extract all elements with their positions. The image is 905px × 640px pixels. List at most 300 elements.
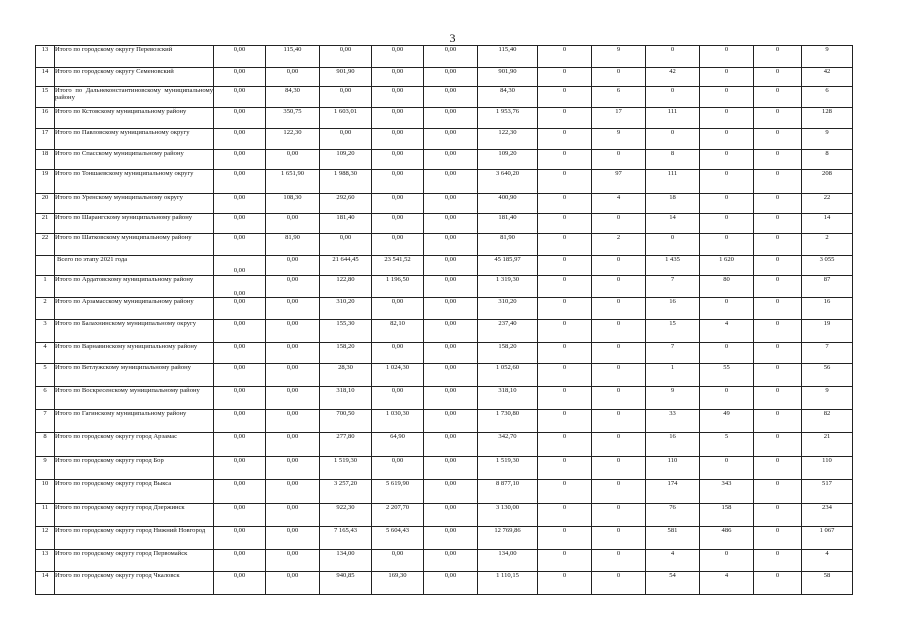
cell-value: 54 — [646, 572, 700, 595]
cell-value: 109,20 — [478, 150, 538, 170]
cell-value: 0,00 — [266, 256, 320, 276]
cell-value: 0,00 — [266, 504, 320, 527]
cell-value: 122,80 — [320, 276, 372, 298]
cell-value: 122,30 — [478, 129, 538, 150]
cell-value: 0,00 — [372, 234, 424, 256]
cell-value: 3 055 — [802, 256, 853, 276]
cell-value: 12 769,86 — [478, 527, 538, 550]
cell-value: 343 — [700, 480, 754, 504]
cell-value: 0 — [754, 550, 802, 572]
row-number: 1 — [36, 276, 55, 298]
cell-value: 8 877,10 — [478, 480, 538, 504]
cell-value: 0,00 — [424, 527, 478, 550]
cell-value: 0,00 — [266, 298, 320, 320]
cell-value: 0,00 — [266, 480, 320, 504]
cell-value: 9 — [802, 46, 853, 68]
cell-value: 0,00 — [372, 550, 424, 572]
row-number: 14 — [36, 572, 55, 595]
cell-value: 9 — [802, 129, 853, 150]
cell-value: 2 207,70 — [372, 504, 424, 527]
row-name: Итого по Ардатовскому муниципальному району — [55, 276, 214, 298]
cell-value: 3 640,20 — [478, 170, 538, 194]
cell-value: 940,85 — [320, 572, 372, 595]
table-row — [36, 343, 853, 364]
row-name: Итого по городскому округу Семеновский — [55, 68, 214, 87]
cell-value: 0 — [538, 87, 592, 108]
cell-value: 0 — [538, 214, 592, 234]
cell-value: 0 — [754, 87, 802, 108]
cell-value: 87 — [802, 276, 853, 298]
cell-value: 0 — [538, 298, 592, 320]
cell-value: 0,00 — [266, 68, 320, 87]
cell-value: 0 — [538, 387, 592, 410]
cell-value: 0,00 — [266, 410, 320, 433]
cell-value: 901,90 — [478, 68, 538, 87]
cell-value: 0,00 — [320, 46, 372, 68]
cell-value: 1 319,30 — [478, 276, 538, 298]
row-number: 9 — [36, 457, 55, 480]
cell-value: 0,00 — [214, 108, 266, 129]
cell-value: 0 — [646, 87, 700, 108]
cell-value: 0,00 — [424, 433, 478, 457]
cell-value: 310,20 — [320, 298, 372, 320]
cell-value: 55 — [700, 364, 754, 387]
table-row — [36, 410, 853, 433]
cell-value: 0 — [700, 234, 754, 256]
row-name: Итого по Воскресенскому муниципальному району — [55, 387, 214, 410]
row-name: Итого по Шарангскому муниципальному району — [55, 214, 214, 234]
cell-value: 0 — [592, 457, 646, 480]
cell-value: 0,00 — [320, 234, 372, 256]
cell-value: 109,20 — [320, 150, 372, 170]
cell-value: 0 — [700, 108, 754, 129]
table-row — [36, 320, 853, 343]
cell-value: 1 024,30 — [372, 364, 424, 387]
row-number: 8 — [36, 433, 55, 457]
cell-value: 15 — [646, 320, 700, 343]
cell-value: 0 — [592, 256, 646, 276]
cell-value: 0,00 — [214, 387, 266, 410]
cell-value: 64,90 — [372, 433, 424, 457]
cell-value: 0,00 — [266, 276, 320, 298]
row-name: Итого по Тоншаевскому муниципальному округу — [55, 170, 214, 194]
cell-value: 0,00 — [214, 410, 266, 433]
cell-value: 0,00 — [372, 108, 424, 129]
cell-value: 155,30 — [320, 320, 372, 343]
table-row — [36, 194, 853, 214]
cell-value: 0 — [754, 410, 802, 433]
row-number: 18 — [36, 150, 55, 170]
row-name: Итого по городскому округу город Дзержинск — [55, 504, 214, 527]
cell-value: 0 — [538, 343, 592, 364]
row-number: 20 — [36, 194, 55, 214]
cell-value: 110 — [802, 457, 853, 480]
cell-value: 0,00 — [320, 87, 372, 108]
cell-value: 0 — [700, 550, 754, 572]
cell-value: 0 — [592, 527, 646, 550]
cell-value: 42 — [646, 68, 700, 87]
page-number: 3 — [449, 31, 456, 45]
cell-value: 0,00 — [424, 276, 478, 298]
cell-value: 1 110,15 — [478, 572, 538, 595]
cell-value: 318,10 — [320, 387, 372, 410]
row-name: Итого по Шатковскому муниципальному району — [55, 234, 214, 256]
cell-value: 0,00 — [214, 364, 266, 387]
cell-value: 0 — [592, 480, 646, 504]
cell-value: 0 — [538, 194, 592, 214]
cell-value: 1 067 — [802, 527, 853, 550]
cell-value: 0 — [754, 276, 802, 298]
cell-value: 922,30 — [320, 504, 372, 527]
cell-value: 0 — [538, 504, 592, 527]
table-row — [36, 387, 853, 410]
cell-value: 181,40 — [320, 214, 372, 234]
table-row — [36, 364, 853, 387]
cell-value: 33 — [646, 410, 700, 433]
cell-value: 19 — [802, 320, 853, 343]
cell-value: 49 — [700, 410, 754, 433]
row-name: Итого по Ветлужскому муниципальному району — [55, 364, 214, 387]
table-body — [36, 46, 853, 595]
cell-value: 4 — [592, 194, 646, 214]
cell-value: 23 541,52 — [372, 256, 424, 276]
cell-value: 0 — [700, 129, 754, 150]
table-row — [36, 433, 853, 457]
table-row — [36, 150, 853, 170]
row-name: Всего по этапу 2021 года — [55, 256, 214, 276]
cell-value: 0,00 — [266, 572, 320, 595]
row-name: Итого по городскому округу город Бор — [55, 457, 214, 480]
cell-value: 0 — [754, 170, 802, 194]
cell-value: 0 — [646, 46, 700, 68]
cell-value: 0 — [700, 87, 754, 108]
table-row — [36, 170, 853, 194]
cell-value: 0,00 — [424, 170, 478, 194]
row-name: Итого по Уренскому муниципальному округу — [55, 194, 214, 214]
cell-value: 7 — [646, 343, 700, 364]
row-number: 19 — [36, 170, 55, 194]
cell-value: 310,20 — [478, 298, 538, 320]
cell-value: 134,00 — [478, 550, 538, 572]
cell-value: 0 — [754, 320, 802, 343]
cell-value: 0 — [754, 480, 802, 504]
table-row — [36, 457, 853, 480]
row-name: Итого по Кстовскому муниципальному району — [55, 108, 214, 129]
cell-value: 0 — [754, 343, 802, 364]
cell-value: 277,80 — [320, 433, 372, 457]
cell-value: 128 — [802, 108, 853, 129]
table-row — [36, 550, 853, 572]
row-name: Итого по Балахнинскому муниципальному округу — [55, 320, 214, 343]
row-name: Итого по Дальнеконстантиновскому муниципальному району — [55, 87, 214, 108]
row-number: 4 — [36, 343, 55, 364]
cell-value: 4 — [700, 572, 754, 595]
cell-value: 0,00 — [424, 129, 478, 150]
table-row — [36, 572, 853, 595]
cell-value: 16 — [646, 433, 700, 457]
cell-value: 1 730,80 — [478, 410, 538, 433]
cell-value: 0,00 — [214, 150, 266, 170]
cell-value: 0 — [538, 410, 592, 433]
cell-value: 292,60 — [320, 194, 372, 214]
cell-value: 0,00 — [214, 298, 266, 320]
data-table — [35, 45, 853, 595]
cell-value: 0 — [538, 129, 592, 150]
cell-value: 0 — [592, 550, 646, 572]
row-number: 2 — [36, 298, 55, 320]
cell-value: 0 — [538, 480, 592, 504]
cell-value: 0 — [538, 170, 592, 194]
cell-value: 0,00 — [424, 234, 478, 256]
cell-value: 21 644,45 — [320, 256, 372, 276]
cell-value: 56 — [802, 364, 853, 387]
row-number: 11 — [36, 504, 55, 527]
cell-value: 0,00 — [266, 364, 320, 387]
cell-value: 0,00 — [214, 129, 266, 150]
cell-value: 0 — [538, 550, 592, 572]
cell-value: 0 — [592, 320, 646, 343]
cell-value: 5 619,90 — [372, 480, 424, 504]
cell-value: 6 — [592, 87, 646, 108]
cell-value: 0,00 — [214, 550, 266, 572]
cell-value: 0 — [700, 194, 754, 214]
cell-value: 1 953,76 — [478, 108, 538, 129]
table-row — [36, 276, 853, 298]
row-name: Итого по Арзамасскому муниципальному району — [55, 298, 214, 320]
cell-value: 0,00 — [214, 527, 266, 550]
cell-value: 3 130,00 — [478, 504, 538, 527]
cell-value: 0,00 — [424, 68, 478, 87]
table-row — [36, 108, 853, 129]
cell-value: 0,00 — [424, 46, 478, 68]
cell-value: 84,30 — [478, 87, 538, 108]
table-row — [36, 480, 853, 504]
row-name: Итого по городскому округу город Нижний Новгород — [55, 527, 214, 550]
cell-value: 5 — [700, 433, 754, 457]
cell-value: 0 — [538, 364, 592, 387]
cell-value: 1 — [646, 364, 700, 387]
cell-value: 169,30 — [372, 572, 424, 595]
cell-value: 0 — [754, 214, 802, 234]
cell-value: 0,00 — [266, 150, 320, 170]
cell-value: 0 — [592, 343, 646, 364]
cell-value: 0,00 — [424, 410, 478, 433]
cell-value: 4 — [646, 550, 700, 572]
cell-value: 0,00 — [266, 214, 320, 234]
cell-value: 0,00 — [214, 170, 266, 194]
cell-value: 84,30 — [266, 87, 320, 108]
cell-value: 0 — [754, 364, 802, 387]
cell-value: 0 — [592, 387, 646, 410]
row-number: 22 — [36, 234, 55, 256]
cell-value: 208 — [802, 170, 853, 194]
cell-value: 0 — [592, 150, 646, 170]
cell-value: 0,00 — [320, 129, 372, 150]
row-number: 16 — [36, 108, 55, 129]
cell-value: 0 — [538, 150, 592, 170]
cell-value: 0,00 — [214, 194, 266, 214]
cell-value: 0,00 — [424, 343, 478, 364]
cell-value: 115,40 — [478, 46, 538, 68]
cell-value: 8 — [802, 150, 853, 170]
cell-value: 21 — [802, 433, 853, 457]
cell-value: 0,00 — [266, 433, 320, 457]
cell-value: 0 — [646, 129, 700, 150]
cell-value: 0 — [754, 46, 802, 68]
cell-value: 0 — [592, 276, 646, 298]
cell-value: 0,00 — [372, 194, 424, 214]
row-name: Итого по городскому округу город Первомайск — [55, 550, 214, 572]
cell-value: 0,00 — [266, 343, 320, 364]
table-row — [36, 46, 853, 68]
cell-value: 7 — [646, 276, 700, 298]
cell-value: 9 — [802, 387, 853, 410]
cell-value: 0,00 — [266, 457, 320, 480]
row-name: Итого по городскому округу город Арзамас — [55, 433, 214, 457]
row-number: 17 — [36, 129, 55, 150]
cell-value: 134,00 — [320, 550, 372, 572]
cell-value: 181,40 — [478, 214, 538, 234]
cell-value: 45 185,97 — [478, 256, 538, 276]
cell-value: 0 — [754, 150, 802, 170]
cell-value: 9 — [592, 46, 646, 68]
cell-value: 0,00 — [214, 46, 266, 68]
row-number: 5 — [36, 364, 55, 387]
table-row — [36, 129, 853, 150]
cell-value: 0,00 — [372, 457, 424, 480]
cell-value: 82,10 — [372, 320, 424, 343]
cell-value: 0,00 — [214, 433, 266, 457]
cell-value: 0 — [592, 214, 646, 234]
cell-value: 80 — [700, 276, 754, 298]
cell-value: 28,30 — [320, 364, 372, 387]
row-name: Итого по городскому округу город Чкаловск — [55, 572, 214, 595]
cell-value: 0 — [754, 457, 802, 480]
row-number: 15 — [36, 87, 55, 108]
cell-value: 1 620 — [700, 256, 754, 276]
cell-value: 342,70 — [478, 433, 538, 457]
cell-value: 0,00 — [424, 150, 478, 170]
cell-value: 108,30 — [266, 194, 320, 214]
cell-value: 0,00 — [214, 214, 266, 234]
cell-value: 0 — [754, 298, 802, 320]
cell-value: 318,10 — [478, 387, 538, 410]
cell-value: 0,00 — [214, 504, 266, 527]
cell-value: 0,00 — [424, 256, 478, 276]
cell-value: 0,00 — [372, 343, 424, 364]
cell-value: 1 519,30 — [478, 457, 538, 480]
table-row — [36, 234, 853, 256]
row-name: Итого по Варнавинскому муниципальному району — [55, 343, 214, 364]
cell-value: 0 — [538, 320, 592, 343]
row-number: 14 — [36, 68, 55, 87]
cell-value: 0,00 — [424, 87, 478, 108]
row-name: Итого по Спасскому муниципальному району — [55, 150, 214, 170]
cell-value: 0,00 — [214, 480, 266, 504]
cell-value: 0,00 — [372, 68, 424, 87]
cell-value: 2 — [802, 234, 853, 256]
cell-value: 5 604,43 — [372, 527, 424, 550]
cell-value: 0,00 — [214, 343, 266, 364]
cell-value: 6 — [802, 87, 853, 108]
row-number: 21 — [36, 214, 55, 234]
row-number: 12 — [36, 527, 55, 550]
table-total-row — [36, 256, 853, 276]
row-name: Итого по городскому округу город Выкса — [55, 480, 214, 504]
table-row — [36, 87, 853, 108]
cell-value: 3 257,20 — [320, 480, 372, 504]
cell-value: 115,40 — [266, 46, 320, 68]
cell-value: 0,00 — [372, 46, 424, 68]
cell-value: 0,00 — [266, 550, 320, 572]
cell-value: 0 — [754, 256, 802, 276]
cell-value: 0 — [700, 46, 754, 68]
cell-value: 400,90 — [478, 194, 538, 214]
cell-value: 1 603,01 — [320, 108, 372, 129]
cell-value: 17 — [592, 108, 646, 129]
row-number: 7 — [36, 410, 55, 433]
cell-value: 0 — [538, 46, 592, 68]
cell-value: 0,00 — [424, 457, 478, 480]
cell-value: 0,00 — [214, 457, 266, 480]
cell-value: 174 — [646, 480, 700, 504]
cell-value: 0 — [538, 572, 592, 595]
cell-value: 0,00 — [372, 387, 424, 410]
cell-value: 0 — [592, 433, 646, 457]
cell-value: 1 519,30 — [320, 457, 372, 480]
cell-value: 0 — [754, 504, 802, 527]
cell-value: 158 — [700, 504, 754, 527]
cell-value: 1 651,90 — [266, 170, 320, 194]
cell-value: 2 — [592, 234, 646, 256]
cell-value: 0,00 — [372, 87, 424, 108]
cell-value: 110 — [646, 457, 700, 480]
cell-value: 1 988,30 — [320, 170, 372, 194]
cell-value: 0 — [538, 108, 592, 129]
cell-value: 9 — [592, 129, 646, 150]
cell-value: 76 — [646, 504, 700, 527]
cell-value: 350,75 — [266, 108, 320, 129]
cell-value: 0 — [592, 68, 646, 87]
cell-value: 0 — [700, 68, 754, 87]
cell-value: 0 — [700, 457, 754, 480]
cell-value: 22 — [802, 194, 853, 214]
row-name: Итого по Гагинскому муниципальному району — [55, 410, 214, 433]
cell-value: 0 — [646, 234, 700, 256]
cell-value: 18 — [646, 194, 700, 214]
cell-value: 0 — [538, 276, 592, 298]
cell-value: 0 — [754, 234, 802, 256]
cell-value: 0,00 — [372, 170, 424, 194]
cell-value: 0,00 — [372, 150, 424, 170]
cell-value: 7 165,43 — [320, 527, 372, 550]
cell-value: 1 435 — [646, 256, 700, 276]
cell-value: 0,00 — [214, 320, 266, 343]
cell-value: 0,00 — [424, 194, 478, 214]
cell-value: 0 — [592, 572, 646, 595]
row-number — [36, 256, 55, 276]
cell-value: 14 — [802, 214, 853, 234]
cell-value: 122,30 — [266, 129, 320, 150]
cell-value: 8 — [646, 150, 700, 170]
cell-value: 4 — [802, 550, 853, 572]
cell-value: 0 — [754, 194, 802, 214]
cell-value: 0,00 — [424, 387, 478, 410]
cell-value: 1 030,30 — [372, 410, 424, 433]
cell-value: 0,00 — [424, 108, 478, 129]
cell-value: 7 — [802, 343, 853, 364]
row-name: Итого по Павловскому муниципальному округу — [55, 129, 214, 150]
